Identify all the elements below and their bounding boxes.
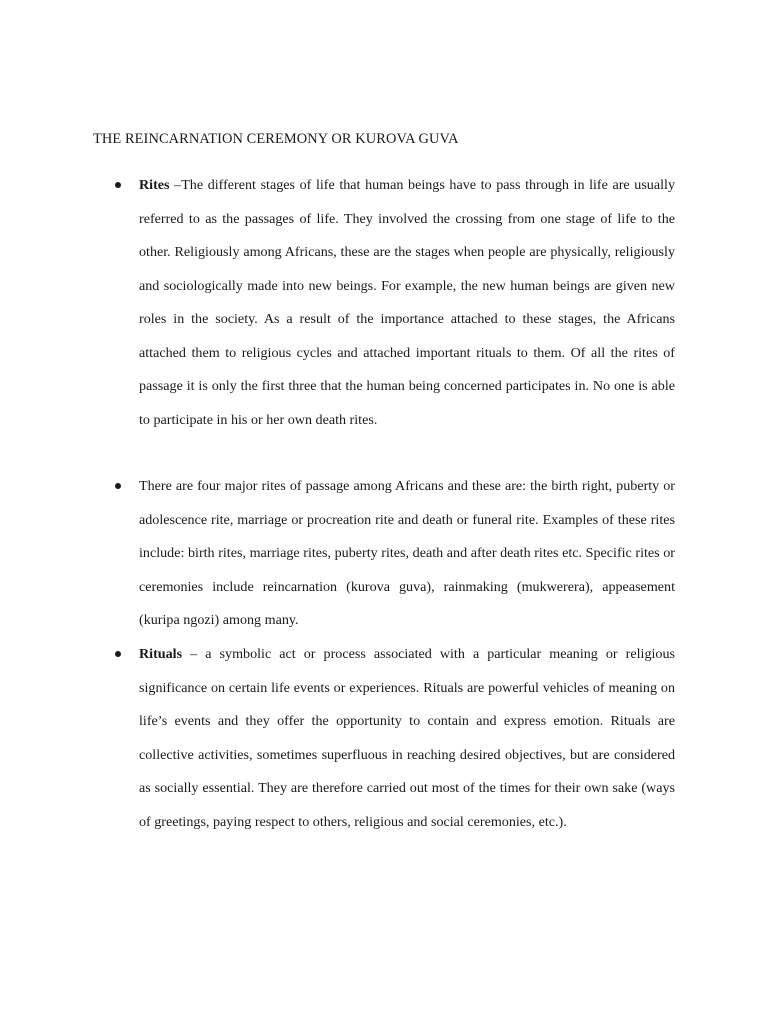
bullet-separator: – [169,177,182,193]
bullet-dot-icon [115,182,121,188]
bullet-text: The different stages of life that human beings have to pass through in life are usually referred to as the passages of life. They involved the crossing from one stage of life to the other. Religiously among Africans, these are the stages when people are physically, religiously and sociologically made into new beings. For example, the new human beings are given new roles in the society. As a result of the importance attached to these stages, the Africans attached them to religious cycles and attached important rituals to them. Of all the rites of passage it is only the first three that the human being concerned participates in. No one is able to participate in his or her own death rites. [139,177,675,428]
bullet-item-rites [139,169,675,437]
bullet-item-rituals [139,638,675,839]
document-title: THE REINCARNATION CEREMONY OR KUROVA GUVA [93,131,459,147]
bullet-text: a symbolic act or process associated with a particular meaning or religious significance on certain life events or experiences. Rituals are powerful vehicles of meaning on life’s events and they offer the opportunity to contain and express emotion. Rituals are collective activities, sometimes superfluous in reaching desired objectives, but are considered as socially essential. They are therefore carried out most of the times for their own sake (ways of greetings, paying respect to others, religious and social ceremonies, etc.). [139,646,676,830]
bullet-item-major-rites [139,470,675,638]
bullet-separator: – [182,646,206,662]
bullet-text: There are four major rites of passage among Africans and these are: the birth right, puberty or adolescence rite, marriage or procreation rite and death or funeral rite. Examples of these rites include: birth rites, marriage rites, puberty rites, death and after death rites etc. Specific rites or ceremonies include reincarnation (kurova guva), rainmaking (mukwerera), appeasement (kuripa ngozi) among many. [139,478,675,628]
bullet-term: Rites [139,177,170,193]
bullet-dot-icon [115,483,121,489]
bullet-term: Rituals [139,646,183,662]
bullet-dot-icon [115,651,121,657]
